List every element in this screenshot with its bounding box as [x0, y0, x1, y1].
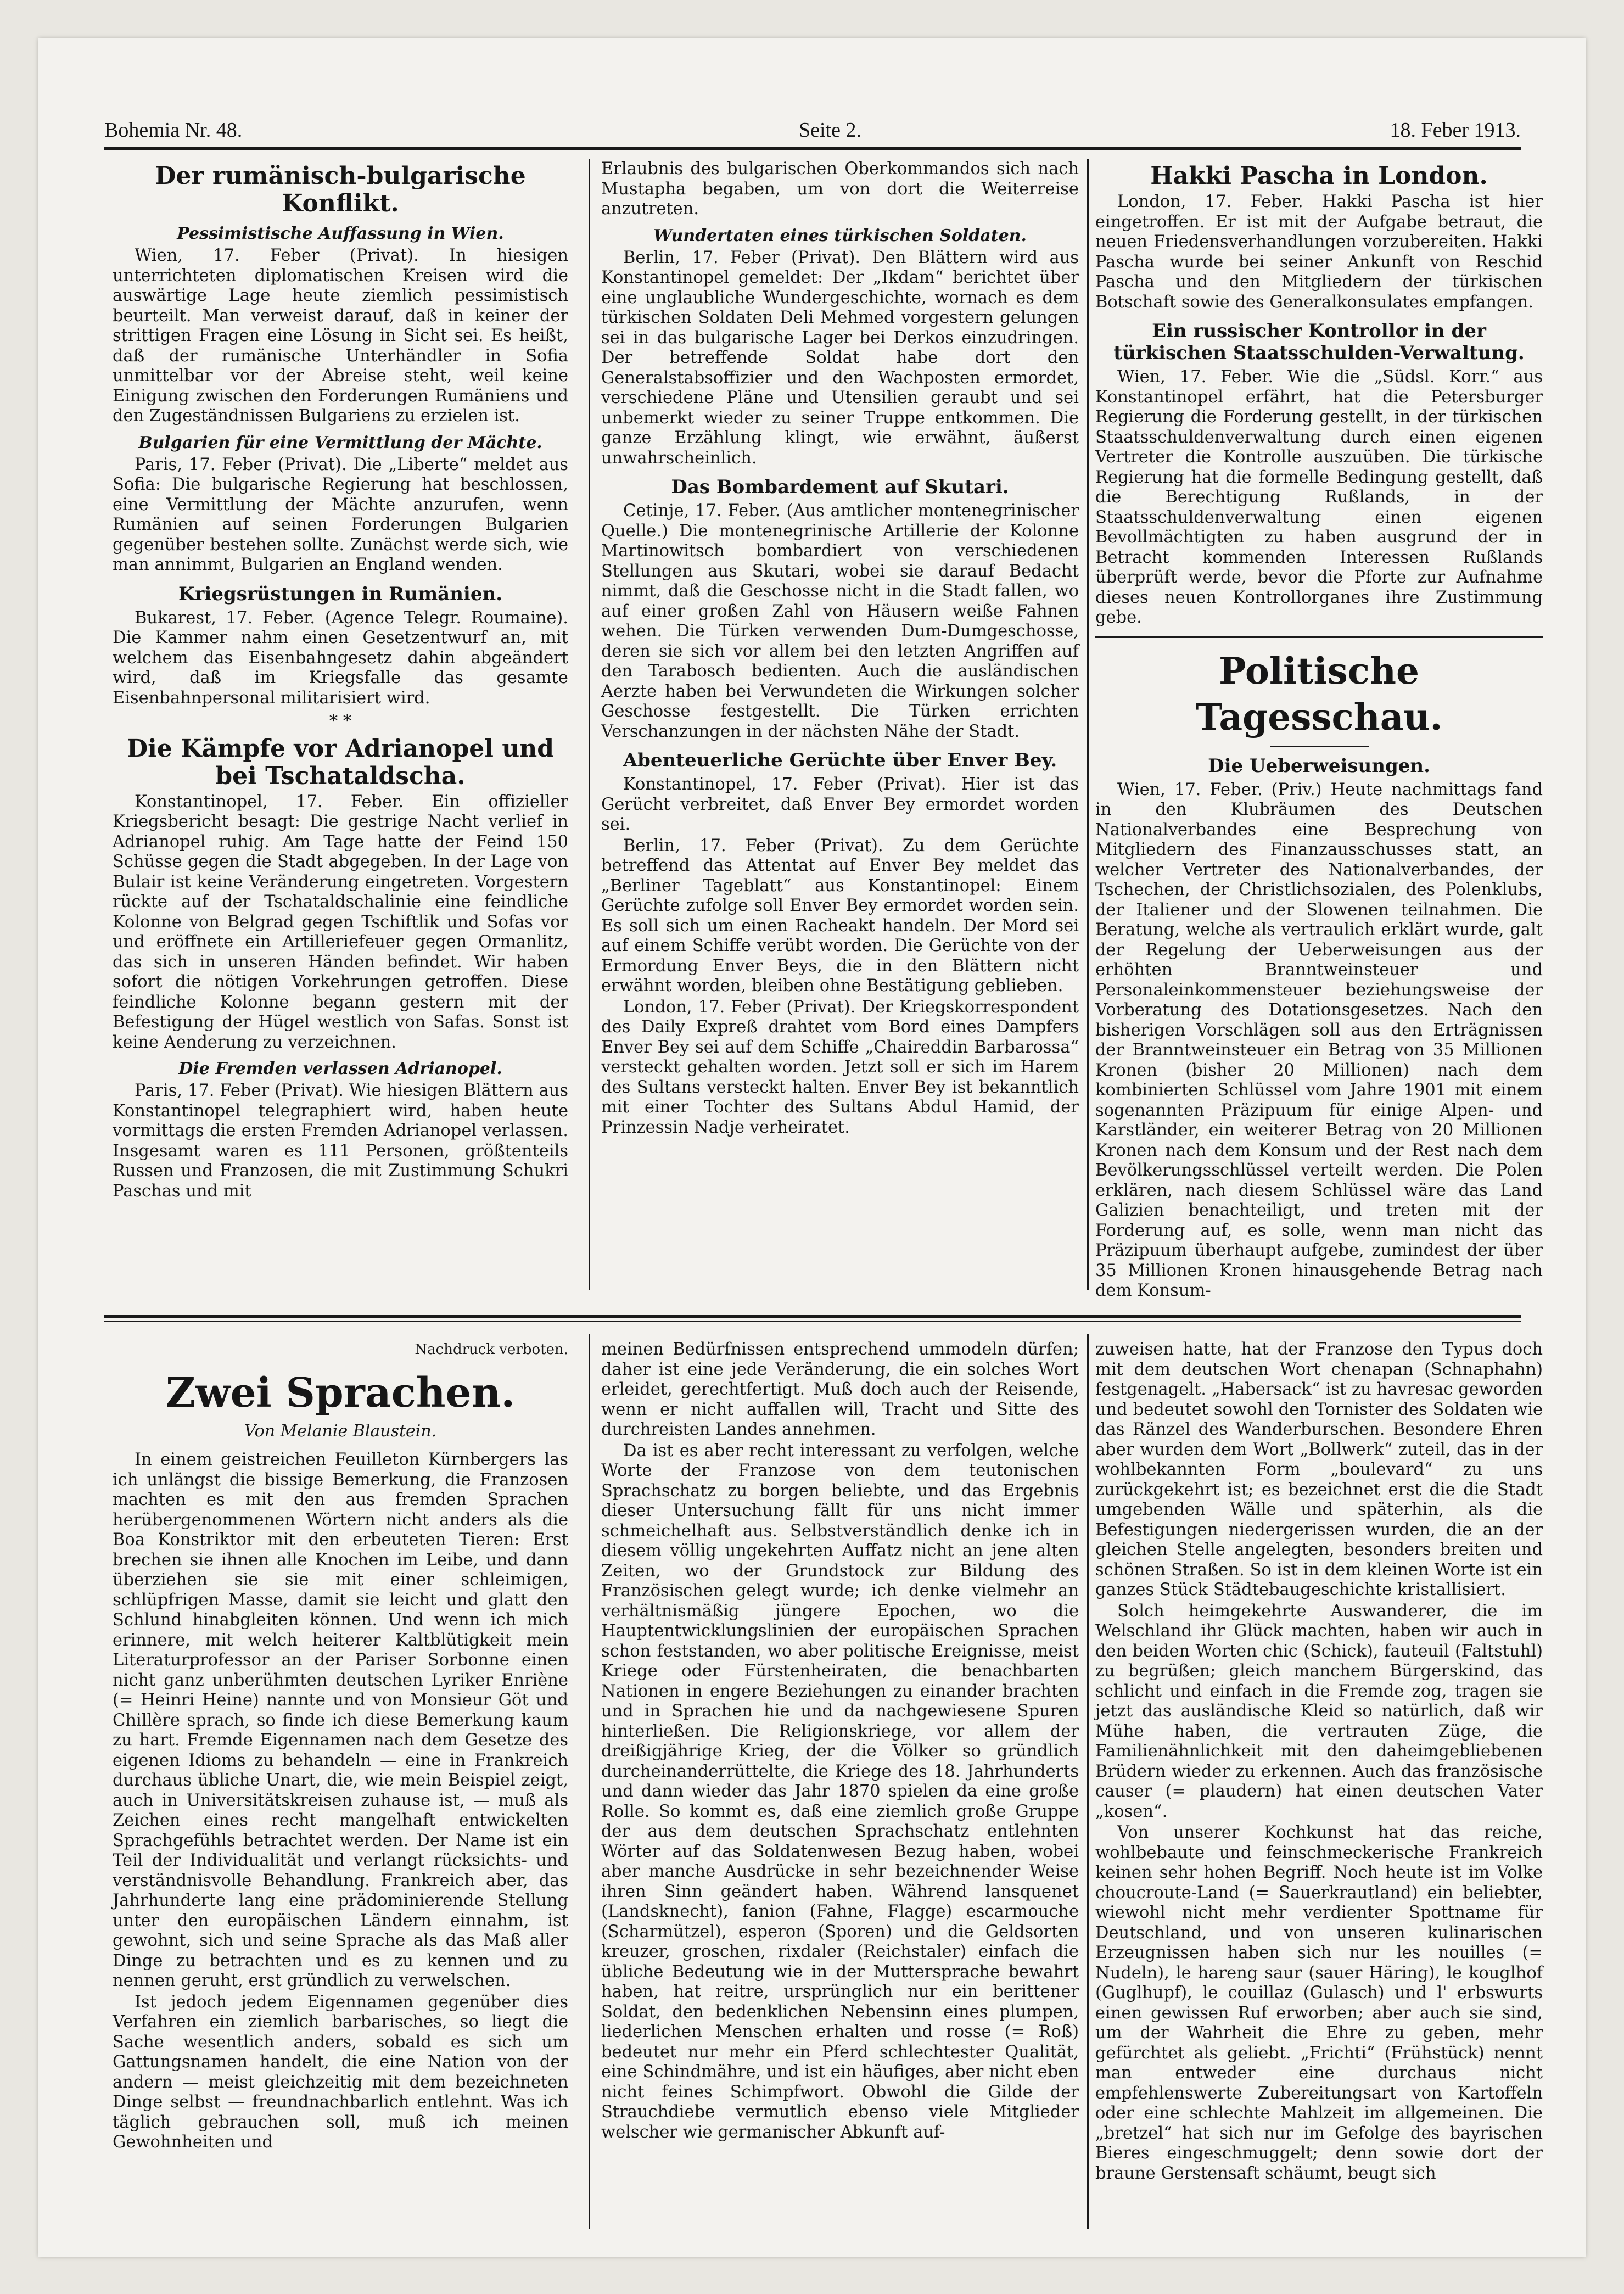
feuilleton-paragraph-5: zuweisen hatte, hat der Franzose den Typus doch mit dem deutschen Wort chenapan (Schnaphahn) festgenagelt. „Habersack“ ist zu havresac geworden und bedeutet sowohl den Tornister des Soldaten wie das Ränzel des Wanderburschen. Besondere Ehren aber wurden dem Wort „Bollwerk“ zuteil, das in der wohlbekannten Form „boulevard“ zu uns zurückgekehrt ist; es bezeichnet erst die die Stadt umgebenden Wälle und späterhin, als die Befestigungen niedergerissen wurden, die an der gleichen Stelle angelegten, besonders breiten und schönen Straßen. So ist in dem kleinen Worte ist ein ganzes Stück Städtebaugeschichte kristallisiert.: [1095, 1340, 1543, 1599]
feuilleton-title: Zwei Sprachen.: [165, 1369, 516, 1417]
feuilleton-rule-top: [104, 1315, 1521, 1318]
headline-war-preparations: Kriegsrüstungen in Rumänien.: [178, 583, 503, 605]
page-header: [104, 118, 1521, 144]
reprint-notice: Nachdruck verboten.: [415, 1341, 568, 1358]
feuilleton-column-rule-2: [1087, 1334, 1089, 2229]
feuilleton-rule-bottom: [104, 1321, 1521, 1322]
headline-enver-bey-rumours: Abenteuerliche Gerüchte über Enver Bey.: [623, 749, 1057, 771]
column-rule-2: [1087, 159, 1089, 1290]
feuilleton-column-2: [601, 1340, 1079, 2229]
article-skutari-bombardment: Cetinje, 17. Feber. (Aus amtlicher montenegrinischer Quelle.) Die montenegrinische Artillerie der Kolonne Martinowitsch bombardiert von verschiedenen Stellungen aus Skutari, wobei sie darauf Bedacht nimmt, daß die Geschosse nicht in die Stadt fallen, wo auf einer großen Zahl von Häusern weiße Fahnen wehen. Die Türken verwenden Dum-Dumgeschosse, deren sie sich vor allem bei den letzten Angriffen auf den Tarabosch bedienten. Auch die ausländischen Aerzte haben bei Verwundeten die Wirkungen solcher Geschosse festgestellt. Die Türken errichten Verschanzungen in der nächsten Nähe der Stadt.: [601, 501, 1079, 741]
feuilleton-paragraph-4: Da ist es aber recht interessant zu verfolgen, welche Worte der Franzose von dem teutonischen Sprachschatz zu borgen beliebte, und das Ergebnis dieser Untersuchung fällt für uns nicht immer schmeichelhaft aus. Selbstverständlich denke ich in diesem völlig ungekehrten Auffatz nicht an jene alten Zeiten, wo der Grundstock zur Bildung des Französischen gelegt wurde; ich denke vielmehr an verhältnismäßig jüngere Epochen, wo die Hauptentwicklungslinien der europäischen Sprachen schon feststanden, wo aber politische Ereignisse, meist Kriege oder Fürstenheiraten, die benachbarten Nationen in engere Beziehungen zu einander brachten und in Sprachen hie und da nachgewiesene Spuren hinterließen. Die Religionskriege, vor allem der dreißigjährige Krieg, der die Völker so gründlich durcheinanderrüttelte, die Kriege des 18. Jahrhunderts und dann wieder das Jahr 1870 spielen da eine große Rolle. So kommt es, daß eine ziemlich große Gruppe der aus dem deutschen Sprachschatz entlehnten Wörter auf das Soldatenwesen Bezug haben, wobei aber manche Ausdrücke in sehr bezeichnender Weise ihren Sinn geändert haben. Während lansquenet (Landsknecht), fanion (Fahne, Flagge) escarmouche (Scharmützel), esperon (Sporen) und die Geldsorten kreuzer, groschen, rixdaler (Reichstaler) einfach die übliche Bedeutung wie in der Muttersprache bewahrt haben, hat reitre, ursprünglich nur ein berittener Soldat, den bedenklichen Nebensinn eines plumpen, liederlichen Menschen erhalten und rosse (= Roß) bedeutet nur mehr ein Pferd schlechtester Qualität, eine Schindmähre, und ist ein häufiges, aber nicht eben nicht feines Schimpfwort. Obwohl die Gilde der Strauchdiebe vermutlich ebenso viele Mitglieder welscher wie germanischer Abkunft auf-: [601, 1441, 1079, 2142]
headline-short-rule: [1270, 746, 1369, 747]
column-rule-1: [589, 159, 590, 1290]
article-continuation: Erlaubnis des bulgarischen Oberkommandos sich nach Mustapha begaben, um von dort die Weiterreise anzutreten.: [601, 159, 1079, 219]
article-adrianople-battles: Konstantinopel, 17. Feber. Ein offizieller Kriegsbericht besagt: Die gestrige Nacht verlief in Adrianopel ruhig. Am Tage hatte der Feind 150 Schüsse gegen die Stadt abgegeben. In der Lage von Bulair ist keine Veränderung eingetreten. Vorgestern rückte auf der Tschataldschalinie eine feindliche Kolonne von Belgrad gegen Tschiftlik und Sofas vor und eröffnete ein Artilleriefeuer gegen Ormanlitz, das sich in unseren Händen befindet. Wir haben sofort die nötigen Vorkehrungen getroffen. Diese feindliche Kolonne begann gestern mit der Befestigung der Hügel westlich von Safas. Sonst ist keine Aenderung zu verzeichnen.: [113, 792, 568, 1052]
headline-political-review: Politische Tagesschau.: [1195, 649, 1443, 738]
article-transfers: Wien, 17. Feber. (Priv.) Heute nachmittags fand in den Klubräumen des Deutschen Nationalverbandes eine Besprechung von Mitgliedern des Finanzausschusses statt, an welcher Vertreter des Nationalverbandes, der Tschechen, der Christlichsozialen, des Polenklubs, der Italiener und der Slowenen teilnahmen. Die Beratung, welche als vertraulich erklärt wurde, galt der Regelung der Ueberweisungen aus der erhöhten Branntweinsteuer und Personaleinkommensteuer beziehungsweise der Vorberatung des Dotationsgesetzes. Nach den bisherigen Vorschlägen soll aus den Erträgnissen der Branntweinsteuer ein Betrag von 35 Millionen Kronen (bisher 20 Millionen) nach dem kombinierten Schlüssel vom Jahre 1901 mit einem sogenannten Präzipuum für einige Alpen- und Karstländer, ein weiterer Betrag von 20 Millionen Kronen nach dem Konsum und der Rest nach dem Bevölkerungsschlüssel verteilt werden. Die Polen erklären, nach diesem Schlüssel wäre das Land Galizien benachteiligt, und treten mit der Forderung auf, es solle, wenn man nicht das Präzipuum überhaupt aufgebe, zumindest der über 35 Millionen Kronen hinausgehende Betrag nach dem Konsum-: [1095, 780, 1543, 1300]
feuilleton-column-3: [1095, 1340, 1543, 2229]
feuilleton-column-rule-1: [589, 1334, 590, 2229]
header-rule: [104, 147, 1521, 150]
headline-romanian-bulgarian-conflict: Der rumänisch-bulgarische Konflikt.: [155, 162, 526, 217]
article-romanian-conflict: Wien, 17. Feber (Privat). In hiesigen unterrichteten diplomatischen Kreisen wird die auswärtige Lage heute ziemlich pessimistisch beurteilt. Man verweist darauf, daß in keiner der strittigen Fragen eine Lösung in Sicht sei. Es heißt, daß der rumänische Unterhändler in Sofia unmittelbar vor der Abreise steht, weil keine Einigung zwischen den Forderungen Rumäniens und den Zugeständnissen Bulgariens zu erzielen ist.: [113, 246, 568, 426]
subhead-pessimistic-view: Pessimistische Auffassung in Wien.: [177, 224, 504, 243]
article-enver-berlin: Berlin, 17. Feber (Privat). Zu dem Gerüchte betreffend das Attentat auf Enver Bey meldet das „Berliner Tageblatt“ aus Konstantinopel: Einem Gerüchte zufolge soll Enver Bey ermordet worden sein. Es soll sich um einen Racheakt handeln. Der Mord sei auf einem Schiffe verübt worden. Die Gerüchte von der Ermordung Enver Beys, die in den Blättern nicht erwähnt worden, bleiben ohne Bestätigung geblieben.: [601, 836, 1079, 995]
header-date: 18. Feber 1913.: [1390, 119, 1521, 142]
feuilleton-paragraph-6: Solch heimgekehrte Auswanderer, die im Welschland ihr Glück machten, haben wir auch in den beiden Worten chic (Schick), fauteuil (Faltstuhl) zu begrüßen; gleich manchem Bürgerskind, das schlicht und einfach in die Fremde zog, tragen sie jetzt das ausländische Kleid so natürlich, daß wir Mühe haben, die vertrauten Züge, die Familienähnlichkeit mit den daheimgebliebenen Brüdern wieder zu erkennen. Auch das französische causer (= plaudern) hat einen deutschen Vater „kosen“.: [1095, 1601, 1543, 1821]
article-hakki-pascha: London, 17. Feber. Hakki Pascha ist hier eingetroffen. Er ist mit der Aufgabe betraut, die neuen Friedensverhandlungen vorzubereiten. Hakki Pascha wurde bei seiner Ankunft von Reschid Pascha und den Mitgliedern der türkischen Botschaft sowie des Generalkonsulates empfangen.: [1095, 192, 1543, 312]
header-page-number: Seite 2.: [799, 119, 861, 142]
article-enver-constantinople: Konstantinopel, 17. Feber (Privat). Hier ist das Gerücht verbreitet, daß Enver Bey ermordet worden sei.: [601, 775, 1079, 834]
feuilleton-paragraph-1: In einem geistreichen Feuilleton Kürnbergers las ich unlängst die bissige Bemerkung, die Franzosen machten es mit den aus fremden Sprachen herübergenommenen Wörtern nicht anders als die Boa Konstriktor mit den erbeuteten Tieren: Erst brechen sie ihnen alle Knochen im Leibe, und dann überziehen sie sie mit einer schleimigen, schlüpfrigen Masse, damit sie leicht und glatt den Schlund hinabgleiten können. Und wenn ich mich erinnere, mit welch heiterer Kaltblütigkeit mein Literaturprofessor an der Pariser Sorbonne einen nicht ganz unberühmten deutschen Lyriker Enriène (= Heinri Heine) nannte und von Monsieur Göt und Chillère sprach, so finde ich diese Bemerkung kaum zu hart. Fremde Eigennamen nach dem Gesetze des eigenen Idioms zu behandeln — eine in Frankreich durchaus übliche Unart, die, wie mein Beispiel zeigt, auch in Universitätskreisen zuhause ist, — muß als Zeichen eines recht mangelhaft entwickelten Sprachgefühls betrachtet werden. Der Name ist ein Teil der Individualität und verlangt rücksichts- und verständnisvolle Behandlung. Frankreich aber, das Jahrhunderte lang eine prädominierende Stellung unter den europäischen Ländern einnahm, ist gewohnt, sich und seine Sprache als das Maß aller Dinge zu betrachten und es zu kennen und zu nennen geruht, erst gründlich zu verwelschen.: [113, 1450, 568, 1990]
subhead-turkish-soldier: Wundertaten eines türkischen Soldaten.: [653, 226, 1027, 245]
headline-adrianople-battles: Die Kämpfe vor Adrianopel und bei Tschataldscha.: [126, 734, 555, 790]
headline-russian-controller: Ein russischer Kontrollor in der türkischen Staatsschulden-Verwaltung.: [1113, 320, 1525, 364]
feuilleton-byline: Von Melanie Blaustein.: [244, 1421, 437, 1441]
article-foreigners-leave: Paris, 17. Feber (Privat). Wie hiesigen Blättern aus Konstantinopel telegraphiert wird, haben heute vormittags die ersten Fremden Adrianopel verlassen. Insgesamt waren es 111 Personen, größtenteils Russen und Franzosen, die mit Zustimmung Schukri Paschas und mit: [113, 1081, 568, 1201]
article-war-preparations: Bukarest, 17. Feber. (Agence Telegr. Roumaine). Die Kammer nahm einen Gesetzentwurf an, mit welchem das Eisenbahngesetz dahin abgeändert wird, daß im Kriegsfalle das gesamte Eisenbahnpersonal militarisiert wird.: [113, 608, 568, 708]
column-3: [1095, 159, 1543, 1300]
headline-hakki-pascha: Hakki Pascha in London.: [1150, 162, 1488, 190]
column-1: [113, 159, 568, 1290]
feuilleton-paragraph-2: Ist jedoch jedem Eigennamen gegenüber dies Verfahren ein ziemlich barbarisches, so liegt die Sache wesentlich anders, sobald es sich um Gattungsnamen handelt, die eine Nation von der andern — meist gleichzeitig mit dem bezeichneten Dinge selbst — freundnachbarlich entlehnt. Was ich täglich gebrauchen soll, muß ich meinen Gewohnheiten und: [113, 1992, 568, 2152]
feuilleton-paragraph-7: Von unserer Kochkunst hat das reiche, wohlbebaute und feinschmeckerische Frankreich keinen sehr hohen Begriff. Noch heute ist im Volke choucroute-Land (= Sauerkrautland) ein beliebter, wiewohl nicht mehr verdienter Spottname für Deutschland, und von unseren kulinarischen Erzeugnissen haben sich nur les nouilles (= Nudeln), le hareng saur (sauer Häring), le kouglhof (Guglhupf), le couillaz (Gulasch) und l' erbswurts einen gewissen Ruf erworben; aber auch sie sind, um der Wahrheit die Ehre zu geben, mehr gefürchtet als geliebt. „Frichti“ (Frühstück) nennt man entweder eine durchaus nicht empfehlenswerte Zubereitungsart von Kartoffeln oder eine schlechte Mahlzeit im allgemeinen. Die „bretzel“ hat sich nur im Gefolge des bayrischen Bieres eingeschmuggelt; denn sowie dort der braune Gerstensaft schäumt, beugt sich: [1095, 1823, 1543, 2183]
feuilleton-paragraph-3: meinen Bedürfnissen entsprechend ummodeln dürfen; daher ist eine jede Veränderung, die ein solches Wort erleidet, gerechtfertigt. Muß doch auch der Reisende, wenn er nicht auffallen will, Tracht und Sitte des durchreisten Landes annehmen.: [601, 1340, 1079, 1439]
article-russian-controller: Wien, 17. Feber. Wie die „Südsl. Korr.“ aus Konstantinopel erfährt, hat die Petersburger Regierung die Forderung gestellt, in der türkischen Staatsschuldenverwaltung durch einen eigenen Vertreter die Kontrolle auszuüben. Die türkische Regierung hat die formelle Bedingung gestellt, daß die Berechtigung Rußlands, in der Staatsschuldenverwaltung einen eigenen Bevollmächtigten zu haben ausgrund der in Betracht kommenden Interessen Rußlands überprüft werde, bevor die Pforte zur Aufnahme dieses neuen Kontrollorganes ihre Zustimmung gebe.: [1095, 367, 1543, 627]
section-stars: * *: [329, 712, 352, 731]
subhead-foreigners-leave: Die Fremden verlassen Adrianopel.: [178, 1059, 502, 1078]
header-masthead: Bohemia Nr. 48.: [104, 119, 243, 142]
section-divider: [1095, 636, 1543, 638]
feuilleton-column-1: [113, 1340, 568, 2229]
article-turkish-soldier: Berlin, 17. Feber (Privat). Den Blättern wird aus Konstantinopel gemeldet: Der „Ikdam“ berichtet über eine unglaubliche Wundergeschichte, wornach es dem türkischen Soldaten Deli Mehmed vorgestern gelungen sei in das bulgarische Lager bei Derkos einzudringen. Der betreffende Soldat habe dort den Generalstabsoffizier und den Wachposten ermordet, verschiedene Pläne und Utensilien geraubt und sei unbemerkt wieder zu seiner Truppe entkommen. Die ganze Erzählung klingt, wie erwähnt, äußerst unwahrscheinlich.: [601, 248, 1079, 468]
headline-skutari-bombardment: Das Bombardement auf Skutari.: [671, 476, 1009, 498]
subhead-bulgaria-mediation: Bulgarien für eine Vermittlung der Mächte.: [138, 433, 542, 452]
article-bulgaria-mediation: Paris, 17. Feber (Privat). Die „Liberte“ meldet aus Sofia: Die bulgarische Regierung hat beschlossen, eine Vermittlung der Mächte anzurufen, wenn Rumänien auf seinen Forderungen Bulgarien gegenüber bestehen sollte. Zunächst werde sich, wie man annimmt, Bulgarien an England wenden.: [113, 455, 568, 574]
article-enver-london: London, 17. Feber (Privat). Der Kriegskorrespondent des Daily Expreß drahtet vom Bord eines Dampfers Enver Bey sei auf dem Schiffe „Chaireddin Barbarossa“ versteckt gehalten worden. Jetzt soll er sich im Harem des Sultans versteckt halten. Enver Bey ist bekanntlich mit einer Tochter des Sultans Abdul Hamid, der Prinzessin Nadje verheiratet.: [601, 997, 1079, 1137]
headline-transfers: Die Ueberweisungen.: [1208, 754, 1430, 777]
column-2: [601, 159, 1079, 1290]
